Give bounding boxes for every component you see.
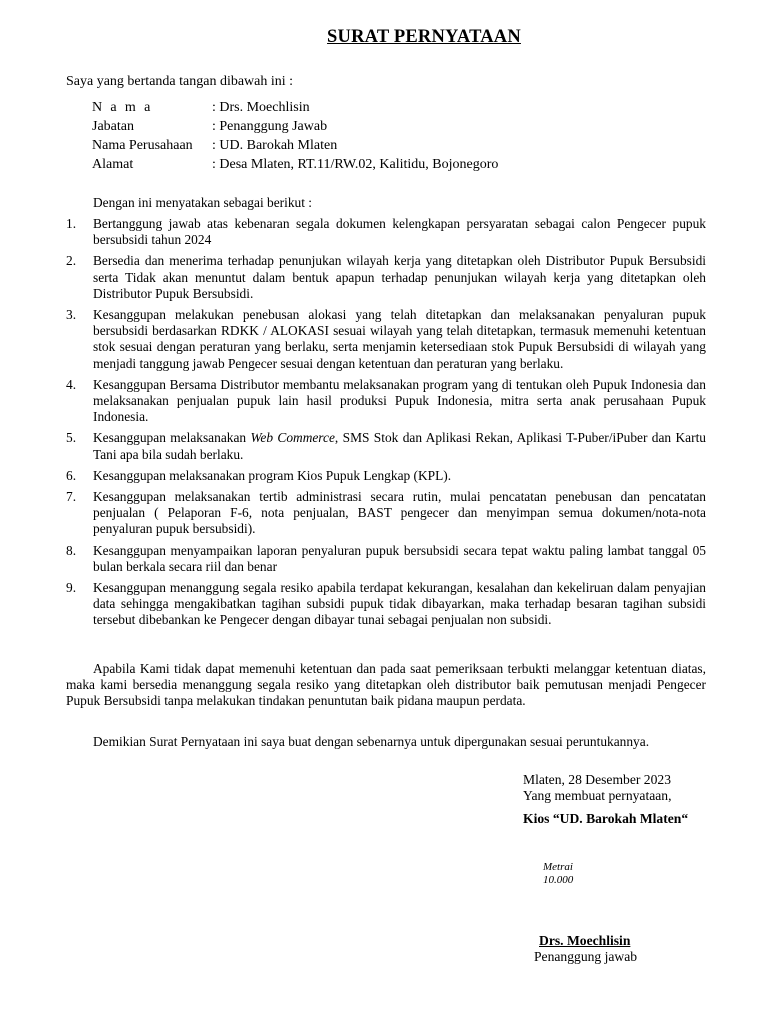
field-label: Nama Perusahaan xyxy=(92,138,193,153)
item-number: 2. xyxy=(66,253,77,269)
intro-text: Saya yang bertanda tangan dibawah ini : xyxy=(66,74,294,89)
stamp-line: Metrai xyxy=(543,861,573,873)
field-value: : UD. Barokah Mlaten xyxy=(212,138,338,153)
list-item xyxy=(66,580,706,629)
item-number: 5. xyxy=(66,430,77,446)
consequence-paragraph: Apabila Kami tidak dapat memenuhi ketentuan dan pada saat pemeriksaan terbukti melanggar ketentuan diatas, maka kami bersedia menanggung segala resiko yang ditetapkan oleh distributor baik pemutusan menjadi Pengecer Pupuk Bersubsidi tanpa melakukan tindakan penuntutan baik pidana maupun perdata. xyxy=(66,661,706,709)
field-label: Jabatan xyxy=(92,119,134,134)
list-item xyxy=(66,489,706,538)
list-item xyxy=(66,430,706,462)
item-text: Kesanggupan melakukan penebusan alokasi yang telah ditetapkan dan melaksanakan penyaluran pupuk bersubsidi berdasarkan RDKK / ALOKASI sesuai wilayah yang telah ditetapkan, termasuk memenuhi ketentuan stok sesuai dengan peraturan yang berlaku, serta menjamin ketersediaan stok Pupuk Bersubsidi di wilayah yang menjadi tanggung jawab Pengecer sesuai dengan ketentuan dan peraturan yang berlaku. xyxy=(93,307,706,371)
item-number: 7. xyxy=(66,489,77,505)
list-item xyxy=(66,253,706,302)
item-number: 4. xyxy=(66,376,77,392)
list-item xyxy=(66,377,706,426)
statement-list xyxy=(66,216,706,634)
item-text-after: , SMS Stok dan Aplikasi Rekan, Aplikasi T-Puber/iPuber dan Kartu Tani apa bila sudah berlaku. xyxy=(93,430,706,462)
item-number: 9. xyxy=(66,580,77,596)
item-number: 6. xyxy=(66,467,77,483)
list-item xyxy=(66,543,706,575)
field-value: : Drs. Moechlisin xyxy=(212,100,310,115)
field-label: Alamat xyxy=(92,157,134,172)
item-text: Kesanggupan menyampaikan laporan penyaluran pupuk bersubsidi secara tepat waktu paling lambat tanggal 05 bulan berkala secara riil dan benar xyxy=(93,542,706,574)
item-text: Bersedia dan menerima terhadap penunjukan wilayah kerja yang ditetapkan oleh Distributor Pupuk Bersubsidi serta Tidak akan menuntut dalam bentuk apapun terhadap penunjukan wilayah kerja yang ditetapkan oleh Distributor Pupuk Bersubsidi. xyxy=(93,253,706,301)
field-address-row xyxy=(92,155,498,174)
item-text: Kesanggupan Bersama Distributor membantu melaksanakan program yang di tentukan oleh Pupuk Indonesia dan melaksanakan penjualan pupuk lain hasil produksi Pupuk Indonesia, mitra serta anak perusahaan Pupuk Indonesia. xyxy=(93,376,706,425)
item-number: 8. xyxy=(66,542,77,558)
item-text: Kesanggupan melaksanakan program Kios Pupuk Lengkap (KPL). xyxy=(93,467,452,483)
statement-text: Dengan ini menyatakan sebagai berikut : xyxy=(93,195,313,210)
field-value: : Desa Mlaten, RT.11/RW.02, Kalitidu, Bojonegoro xyxy=(212,157,499,172)
item-text: Bertanggung jawab atas kebenaran segala dokumen kelengkapan persyaratan sebagai calon Pengecer pupuk bersubsidi tahun 2024 xyxy=(93,216,706,248)
item-number: 1. xyxy=(66,216,77,231)
stamp-placeholder xyxy=(543,861,573,887)
closing-paragraph: Demikian Surat Pernyataan ini saya buat dengan sebenarnya untuk dipergunakan sesuai peruntukannya. xyxy=(93,734,650,749)
signer-block xyxy=(534,933,637,965)
identity-fields xyxy=(92,98,498,174)
field-company-row xyxy=(92,136,498,155)
field-label: N a m a xyxy=(92,100,153,115)
company-name: Kios “UD. Barokah Mlaten“ xyxy=(523,811,689,827)
maker-label: Yang membuat pernyataan, xyxy=(523,788,672,804)
field-position-row xyxy=(92,117,498,136)
stamp-value: 10.000 xyxy=(543,874,574,886)
item-text: Kesanggupan menanggung segala resiko apabila terdapat kekurangan, kesalahan dan kekeliruan dalam penyajian data sehingga mengakibatkan tagihan subsidi pupuk tidak dibayarkan, maka terhadap besaran tagihan subsidi tersebut dibebankan ke Pengecer dengan dibayar tunai sebagai penjualan non subsidi. xyxy=(93,580,706,628)
signer-role: Penanggung jawab xyxy=(534,949,638,965)
field-value: : Penanggung Jawab xyxy=(212,119,328,134)
list-item xyxy=(66,216,706,248)
signer-name: Drs. Moechlisin xyxy=(539,933,631,948)
field-name-row xyxy=(92,98,498,117)
document-title: SURAT PERNYATAAN xyxy=(327,27,521,47)
item-text-before: Kesanggupan melaksanakan xyxy=(93,430,251,446)
place-date: Mlaten, 28 Desember 2023 xyxy=(523,772,671,787)
item-text-italic: Web Commerce xyxy=(250,430,335,446)
item-text: Kesanggupan melaksanakan tertib administrasi secara rutin, mulai pencatatan penebusan dan pencatatan penjualan ( Pelaporan F-6, nota penjualan, BAST pengecer dan menyimpan semua dokumen/nota-nota penyaluran pupuk bersubsidi). xyxy=(93,489,706,537)
list-item xyxy=(66,468,706,484)
item-number: 3. xyxy=(66,307,77,323)
item-text xyxy=(93,430,706,462)
signature-block xyxy=(523,772,688,828)
list-item xyxy=(66,307,706,372)
